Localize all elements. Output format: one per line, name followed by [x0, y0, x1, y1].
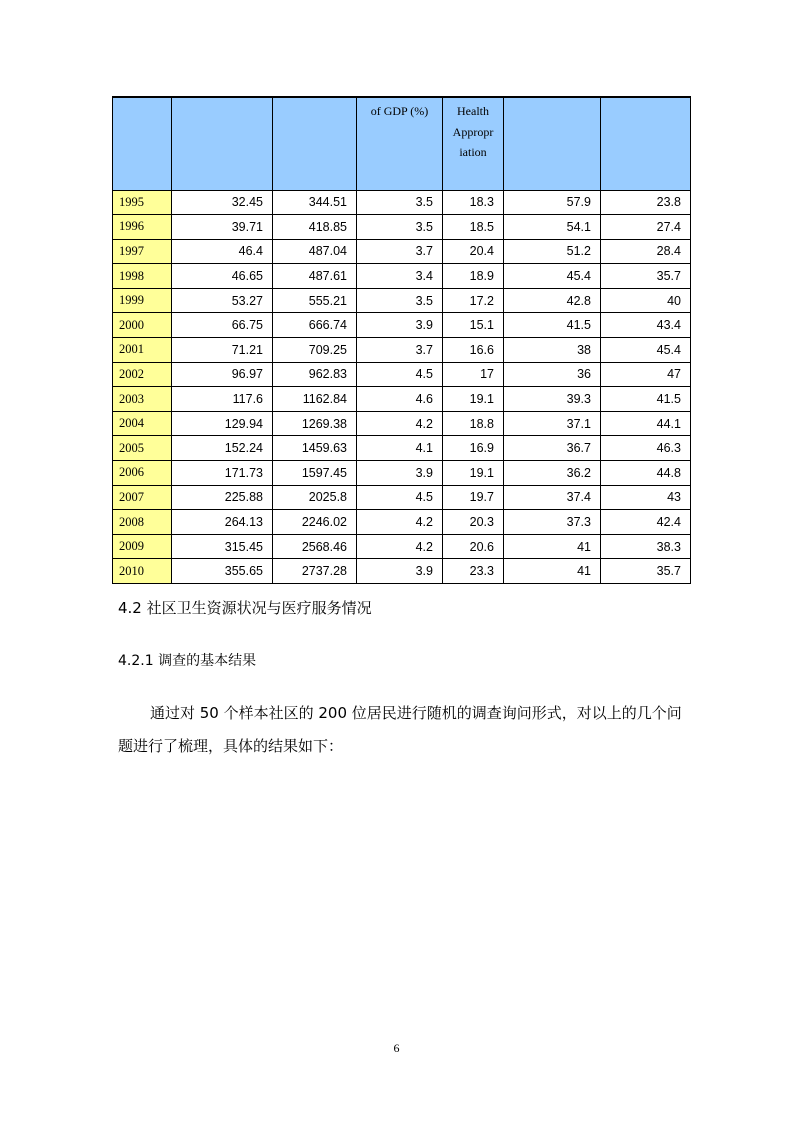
- table-row: [113, 190, 691, 215]
- table-cell: 41: [504, 559, 601, 584]
- year-cell: 2001: [113, 338, 172, 363]
- table-cell: 15.1: [443, 313, 504, 338]
- header-cell: [601, 97, 691, 190]
- year-cell: 2007: [113, 485, 172, 510]
- table-cell: 57.9: [504, 190, 601, 215]
- table-cell: 45.4: [601, 338, 691, 363]
- table-row: [113, 559, 691, 584]
- table-cell: 46.3: [601, 436, 691, 461]
- table-cell: 19.1: [443, 461, 504, 486]
- table-cell: 3.9: [357, 559, 443, 584]
- table-cell: 1162.84: [273, 387, 357, 412]
- table-cell: 171.73: [172, 461, 273, 486]
- table-cell: 555.21: [273, 288, 357, 313]
- table-cell: 4.2: [357, 411, 443, 436]
- table-cell: 1459.63: [273, 436, 357, 461]
- table-row: [113, 338, 691, 363]
- header-cell: [113, 97, 172, 190]
- table-cell: 43.4: [601, 313, 691, 338]
- header-cell: [504, 97, 601, 190]
- table-cell: 2737.28: [273, 559, 357, 584]
- table-row: [113, 215, 691, 240]
- table-cell: 962.83: [273, 362, 357, 387]
- table-row: [113, 362, 691, 387]
- table-row: [113, 264, 691, 289]
- table-cell: 2246.02: [273, 510, 357, 535]
- year-cell: 1998: [113, 264, 172, 289]
- table-cell: 18.9: [443, 264, 504, 289]
- table-cell: 42.4: [601, 510, 691, 535]
- table-row: [113, 239, 691, 264]
- table-cell: 40: [601, 288, 691, 313]
- section-heading: 4.2 社区卫生资源状况与医疗服务情况: [118, 599, 372, 617]
- table-cell: 19.1: [443, 387, 504, 412]
- table-header-row: [113, 97, 691, 190]
- table-cell: 37.4: [504, 485, 601, 510]
- table-cell: 129.94: [172, 411, 273, 436]
- table-row: [113, 387, 691, 412]
- table-cell: 43: [601, 485, 691, 510]
- header-cell: of GDP (%): [357, 97, 443, 190]
- table-cell: 3.7: [357, 338, 443, 363]
- table-cell: 4.2: [357, 534, 443, 559]
- year-cell: 2008: [113, 510, 172, 535]
- year-cell: 2000: [113, 313, 172, 338]
- table-cell: 28.4: [601, 239, 691, 264]
- table-cell: 66.75: [172, 313, 273, 338]
- table-cell: 16.9: [443, 436, 504, 461]
- table-cell: 47: [601, 362, 691, 387]
- table-row: [113, 510, 691, 535]
- table-cell: 117.6: [172, 387, 273, 412]
- table-cell: 17: [443, 362, 504, 387]
- table-cell: 3.9: [357, 461, 443, 486]
- health-expenditure-table: [112, 96, 691, 584]
- table-cell: 3.7: [357, 239, 443, 264]
- year-cell: 1995: [113, 190, 172, 215]
- table-cell: 41: [504, 534, 601, 559]
- table-row: [113, 534, 691, 559]
- table-row: [113, 485, 691, 510]
- table-cell: 71.21: [172, 338, 273, 363]
- subsection-heading: 4.2.1 调查的基本结果: [118, 653, 257, 669]
- table-cell: 53.27: [172, 288, 273, 313]
- table-cell: 17.2: [443, 288, 504, 313]
- year-cell: 2002: [113, 362, 172, 387]
- year-cell: 2010: [113, 559, 172, 584]
- year-cell: 2003: [113, 387, 172, 412]
- table-cell: 2025.8: [273, 485, 357, 510]
- header-cell: Health Appropr iation: [443, 97, 504, 190]
- table-cell: 32.45: [172, 190, 273, 215]
- table-cell: 18.5: [443, 215, 504, 240]
- year-cell: 1996: [113, 215, 172, 240]
- table-cell: 3.5: [357, 215, 443, 240]
- header-cell: [273, 97, 357, 190]
- table-cell: 4.2: [357, 510, 443, 535]
- table-cell: 41.5: [504, 313, 601, 338]
- table-cell: 152.24: [172, 436, 273, 461]
- table-cell: 44.8: [601, 461, 691, 486]
- table-cell: 3.5: [357, 288, 443, 313]
- year-cell: 1997: [113, 239, 172, 264]
- table-cell: 20.4: [443, 239, 504, 264]
- table-cell: 4.6: [357, 387, 443, 412]
- table-cell: 23.8: [601, 190, 691, 215]
- table-row: [113, 461, 691, 486]
- table-cell: 42.8: [504, 288, 601, 313]
- year-cell: 1999: [113, 288, 172, 313]
- year-cell: 2005: [113, 436, 172, 461]
- table-cell: 3.4: [357, 264, 443, 289]
- table-cell: 44.1: [601, 411, 691, 436]
- table-cell: 19.7: [443, 485, 504, 510]
- table-cell: 4.5: [357, 362, 443, 387]
- table-cell: 36.2: [504, 461, 601, 486]
- body-paragraph: 通过对 50 个样本社区的 200 位居民进行随机的调查询问形式，对以上的几个问题进行了梳理，具体的结果如下：: [118, 704, 682, 755]
- table-cell: 315.45: [172, 534, 273, 559]
- table-cell: 418.85: [273, 215, 357, 240]
- table-cell: 18.8: [443, 411, 504, 436]
- table-cell: 96.97: [172, 362, 273, 387]
- table-cell: 35.7: [601, 559, 691, 584]
- table-cell: 666.74: [273, 313, 357, 338]
- year-cell: 2009: [113, 534, 172, 559]
- table-cell: 1597.45: [273, 461, 357, 486]
- table-cell: 264.13: [172, 510, 273, 535]
- table-cell: 37.3: [504, 510, 601, 535]
- table-cell: 355.65: [172, 559, 273, 584]
- page-number: 6: [393, 1041, 400, 1055]
- table-cell: 3.9: [357, 313, 443, 338]
- table-row: [113, 411, 691, 436]
- table-cell: 35.7: [601, 264, 691, 289]
- table-cell: 16.6: [443, 338, 504, 363]
- table-cell: 4.1: [357, 436, 443, 461]
- table-cell: 23.3: [443, 559, 504, 584]
- table-cell: 37.1: [504, 411, 601, 436]
- table-cell: 344.51: [273, 190, 357, 215]
- table-cell: 54.1: [504, 215, 601, 240]
- header-cell: [172, 97, 273, 190]
- table-cell: 1269.38: [273, 411, 357, 436]
- table-cell: 2568.46: [273, 534, 357, 559]
- table-cell: 39.3: [504, 387, 601, 412]
- table-cell: 38.3: [601, 534, 691, 559]
- table-cell: 18.3: [443, 190, 504, 215]
- table-cell: 36: [504, 362, 601, 387]
- table-cell: 27.4: [601, 215, 691, 240]
- year-cell: 2006: [113, 461, 172, 486]
- table-cell: 3.5: [357, 190, 443, 215]
- table-cell: 46.4: [172, 239, 273, 264]
- table-cell: 38: [504, 338, 601, 363]
- table-cell: 487.04: [273, 239, 357, 264]
- table-cell: 225.88: [172, 485, 273, 510]
- table-cell: 39.71: [172, 215, 273, 240]
- table-cell: 487.61: [273, 264, 357, 289]
- table-cell: 20.3: [443, 510, 504, 535]
- table-cell: 20.6: [443, 534, 504, 559]
- table-cell: 41.5: [601, 387, 691, 412]
- table-cell: 36.7: [504, 436, 601, 461]
- table-row: [113, 313, 691, 338]
- table-cell: 51.2: [504, 239, 601, 264]
- table-row: [113, 436, 691, 461]
- table-cell: 46.65: [172, 264, 273, 289]
- table-body: [113, 190, 691, 584]
- table-cell: 4.5: [357, 485, 443, 510]
- table-cell: 709.25: [273, 338, 357, 363]
- table-cell: 45.4: [504, 264, 601, 289]
- year-cell: 2004: [113, 411, 172, 436]
- table-row: [113, 288, 691, 313]
